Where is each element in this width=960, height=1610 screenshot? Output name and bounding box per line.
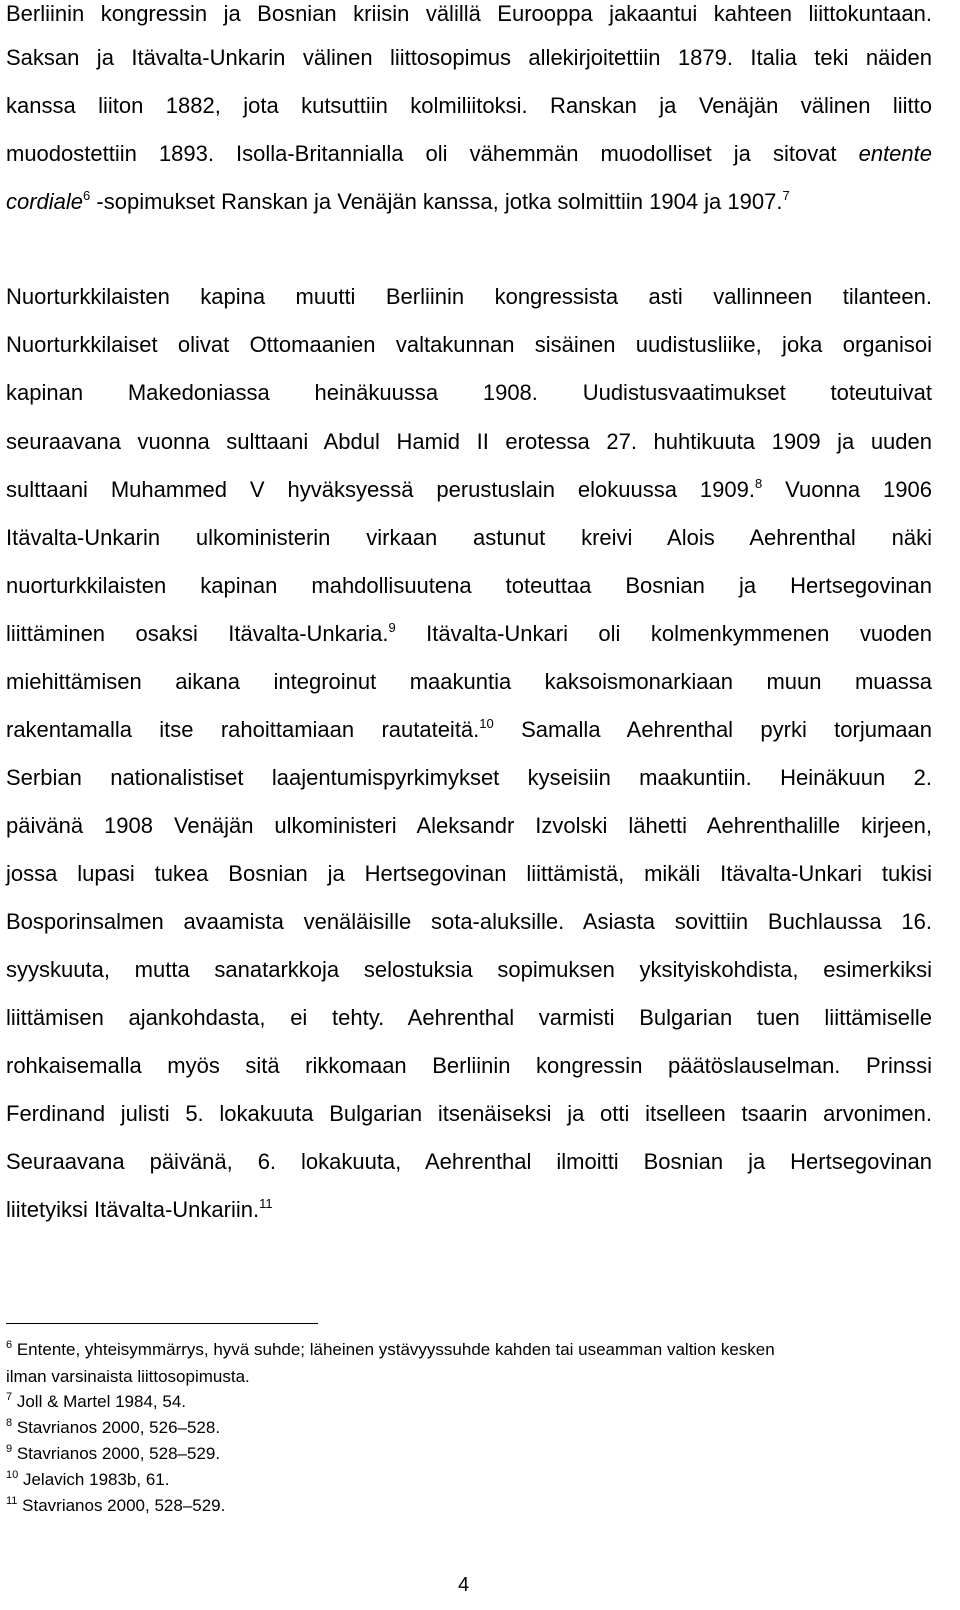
footnote-line <box>6 1417 220 1439</box>
text-run: Itävalta-Unkari oli kolmenkymmenen vuoden <box>395 621 932 646</box>
body-line <box>6 1004 932 1032</box>
footnote-ref: 10 <box>479 716 494 731</box>
text-run: Nuorturkkilaisten kapina muutti Berliinin kongressista asti vallinneen tilanteen. <box>6 284 932 309</box>
text-run: kanssa liiton 1882, jota kutsuttiin kolmiliitoksi. Ranskan ja Venäjän välinen liitto <box>6 93 932 118</box>
footnote-line <box>6 1339 775 1361</box>
body-line <box>6 0 932 28</box>
italic-text: entente <box>858 141 932 166</box>
text-run: liittäminen osaksi Itävalta-Unkaria. <box>6 621 389 646</box>
text-run: liittämisen ajankohdasta, ei tehty. Aehrenthal varmisti Bulgarian tuen liittämiselle <box>6 1005 932 1030</box>
text-run: Seuraavana päivänä, 6. lokakuuta, Aehrenthal ilmoitti Bosnian ja Hertsegovinan <box>6 1149 932 1174</box>
text-run: Vuonna 1906 <box>762 477 932 502</box>
footnote-ref: 7 <box>6 1391 13 1403</box>
text-run: Berliinin kongressin ja Bosnian kriisin välillä Eurooppa jakaantui kahteen liittokuntaan. <box>6 1 932 26</box>
footnote-line <box>6 1443 220 1465</box>
footnote-ref: 11 <box>259 1196 273 1211</box>
footnote-ref: 6 <box>83 188 91 203</box>
text-run: Entente, yhteisymmärrys, hyvä suhde; läheinen ystävyyssuhde kahden tai useamman valtion kesken <box>12 1340 775 1359</box>
body-line <box>6 668 932 696</box>
body-line <box>6 812 932 840</box>
body-line <box>6 140 932 168</box>
body-line <box>6 956 932 984</box>
body-line <box>6 44 932 72</box>
text-run: muodostettiin 1893. Isolla-Britannialla oli vähemmän muodolliset ja sitovat <box>6 141 859 166</box>
body-line <box>6 331 932 359</box>
text-run: Serbian nationalistiset laajentumispyrkimykset kyseisiin maakuntiin. Heinäkuun 2. <box>6 765 932 790</box>
body-line <box>6 92 932 120</box>
body-line <box>6 572 932 600</box>
footnote-separator <box>6 1323 318 1324</box>
text-run: sulttaani Muhammed V hyväksyessä perustuslain elokuussa 1909. <box>6 477 755 502</box>
text-run: Jelavich 1983b, 61. <box>18 1470 170 1489</box>
text-run: Ferdinand julisti 5. lokakuuta Bulgarian itsenäiseksi ja otti itselleen tsaarin arvonimen. <box>6 1101 932 1126</box>
body-line <box>6 476 932 504</box>
page-number: 4 <box>458 1574 470 1596</box>
text-run: seuraavana vuonna sulttaani Abdul Hamid II erotessa 27. huhtikuuta 1909 ja uuden <box>6 429 932 454</box>
italic-text: cordiale <box>6 189 84 214</box>
footnote-line <box>6 1495 225 1517</box>
text-run: Stavrianos 2000, 528–529. <box>12 1444 221 1463</box>
body-line <box>6 524 932 552</box>
text-run: Stavrianos 2000, 528–529. <box>17 1496 226 1515</box>
body-line <box>6 716 932 744</box>
footnote-ref: 8 <box>754 476 763 491</box>
body-line <box>6 1052 932 1080</box>
text-run: Stavrianos 2000, 526–528. <box>12 1418 221 1437</box>
footnote-ref: 9 <box>6 1443 13 1455</box>
body-line <box>6 379 932 407</box>
text-run: jossa lupasi tukea Bosnian ja Hertsegovinan liittämistä, mikäli Itävalta-Unkari tukisi <box>6 861 932 886</box>
text-run: -sopimukset Ranskan ja Venäjän kanssa, jotka solmittiin 1904 ja 1907. <box>90 189 783 214</box>
footnote-line <box>6 1366 250 1388</box>
body-line <box>6 764 932 792</box>
body-line <box>6 620 932 648</box>
body-line <box>6 860 932 888</box>
footnote-ref: 8 <box>6 1417 13 1429</box>
text-run: ilman varsinaista liittosopimusta. <box>6 1367 250 1386</box>
body-line <box>6 908 932 936</box>
text-run: päivänä 1908 Venäjän ulkoministeri Aleksandr Izvolski lähetti Aehrenthalille kirjeen, <box>6 813 932 838</box>
text-run: Nuorturkkilaiset olivat Ottomaanien valtakunnan sisäinen uudistusliike, joka organisoi <box>6 332 932 357</box>
footnote-line <box>6 1469 169 1491</box>
text-run: Samalla Aehrenthal pyrki torjumaan <box>493 717 932 742</box>
text-run: Bosporinsalmen avaamista venäläisille sota-aluksille. Asiasta sovittiin Buchlaussa 16. <box>6 909 932 934</box>
text-run: liitetyiksi Itävalta-Unkariin. <box>6 1197 260 1222</box>
footnote-line <box>6 1391 186 1413</box>
body-line <box>6 1100 932 1128</box>
footnote-ref: 6 <box>6 1339 13 1351</box>
body-line <box>6 1196 932 1224</box>
footnote-ref: 10 <box>6 1469 19 1481</box>
body-line <box>6 283 932 311</box>
body-line <box>6 188 932 216</box>
footnote-ref: 11 <box>6 1495 18 1507</box>
text-run: nuorturkkilaisten kapinan mahdollisuutena toteuttaa Bosnian ja Hertsegovinan <box>6 573 932 598</box>
text-run: Saksan ja Itävalta-Unkarin välinen liittosopimus allekirjoitettiin 1879. Italia teki näiden <box>6 45 932 70</box>
text-run: Itävalta-Unkarin ulkoministerin virkaan astunut kreivi Alois Aehrenthal näki <box>6 525 932 550</box>
footnote-ref: 9 <box>388 620 396 635</box>
text-run: syyskuuta, mutta sanatarkkoja selostuksia sopimuksen yksityiskohdista, esimerkiksi <box>6 957 932 982</box>
text-run: kapinan Makedoniassa heinäkuussa 1908. Uudistusvaatimukset toteutuivat <box>6 380 932 405</box>
text-run: miehittämisen aikana integroinut maakuntia kaksoismonarkiaan muun muassa <box>6 669 932 694</box>
text-run: rakentamalla itse rahoittamiaan rautateitä. <box>6 717 480 742</box>
body-line <box>6 1148 932 1176</box>
text-run: rohkaisemalla myös sitä rikkomaan Berliinin kongressin päätöslauselman. Prinssi <box>6 1053 932 1078</box>
text-run: Joll & Martel 1984, 54. <box>12 1392 186 1411</box>
footnote-ref: 7 <box>782 188 790 203</box>
body-line <box>6 428 932 456</box>
